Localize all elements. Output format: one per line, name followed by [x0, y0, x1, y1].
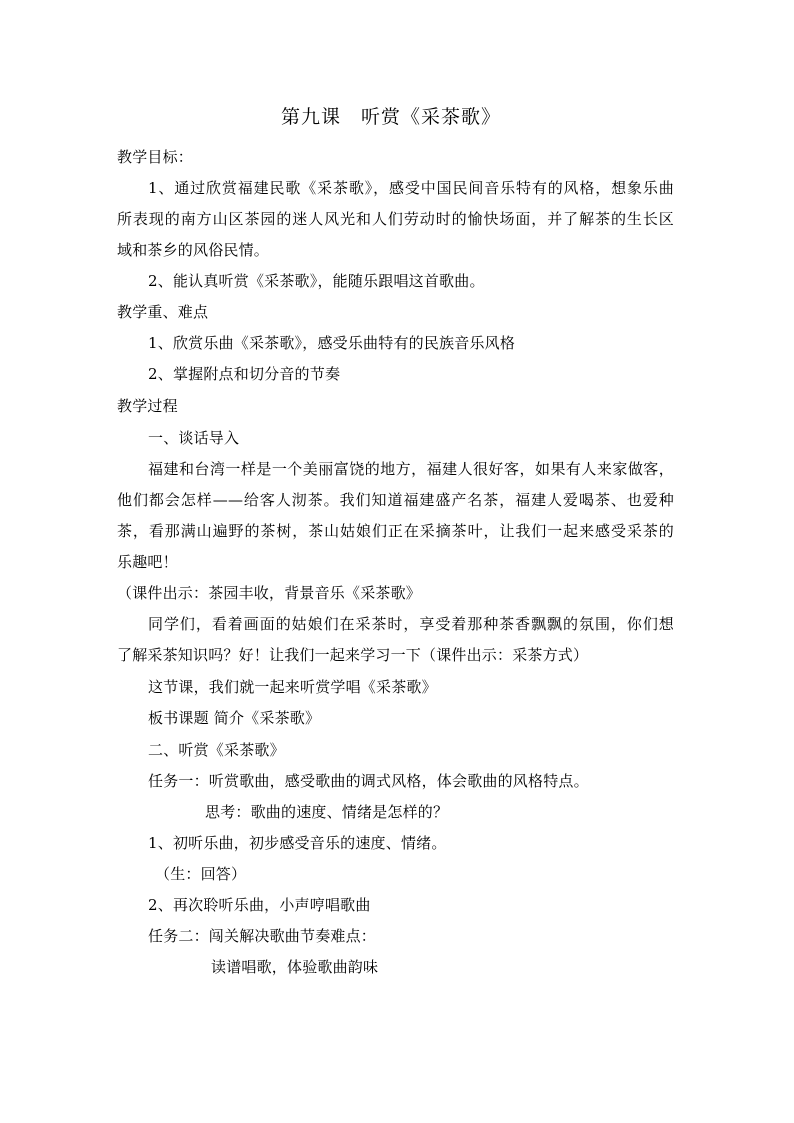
paragraph-line: 所表现的南方山区茶园的迷人风光和人们劳动时的愉快场面，并了解茶的生长区 [117, 210, 674, 228]
paragraph-line: 他们都会怎样——给客人沏茶。我们知道福建盛产名茶，福建人爱喝茶、也爱种 [117, 491, 674, 509]
paragraph-line: 1、初听乐曲，初步感受音乐的速度、情绪。 [148, 834, 447, 852]
section-heading-process: 教学过程 [117, 397, 178, 415]
paragraph-line: （课件出示：茶园丰收，背景音乐《采茶歌》 [117, 584, 422, 602]
page-title: 第九课 听赏《采茶歌》 [281, 106, 502, 128]
paragraph-line: 了解采茶知识吗？好！让我们一起来学习一下（课件出示：采茶方式） [117, 646, 589, 664]
paragraph-line: （生：回答） [155, 865, 247, 883]
paragraph-line: 读谱唱歌，体验歌曲韵味 [211, 958, 379, 976]
paragraph-line: 乐趣吧！ [117, 553, 178, 571]
subsection-heading: 一、谈话导入 [148, 429, 240, 447]
paragraph-line: 任务二：闯关解决歌曲节奏难点： [148, 927, 377, 945]
paragraph-line: 同学们，看着画面的姑娘们在采茶时，享受着那种茶香飘飘的氛围，你们想 [148, 615, 674, 633]
paragraph-line: 2、掌握附点和切分音的节奏 [148, 365, 341, 383]
paragraph-line: 2、能认真听赏《采茶歌》，能随乐跟唱这首歌曲。 [148, 272, 485, 290]
paragraph-line: 2、再次聆听乐曲，小声哼唱歌曲 [148, 896, 371, 914]
subsection-heading: 二、听赏《采茶歌》 [148, 741, 285, 759]
paragraph-line: 福建和台湾一样是一个美丽富饶的地方，福建人很好客，如果有人来家做客， [148, 460, 674, 478]
section-heading-objectives: 教学目标： [117, 148, 194, 166]
paragraph-line: 思考：歌曲的速度、情绪是怎样的？ [205, 803, 449, 821]
paragraph-line: 任务一：听赏歌曲，感受歌曲的调式风格，体会歌曲的风格特点。 [148, 772, 589, 790]
section-heading-key-points: 教学重、难点 [117, 303, 209, 321]
paragraph-line: 这节课，我们就一起来听赏学唱《采茶歌》 [148, 678, 437, 696]
paragraph-line: 1、欣赏乐曲《采茶歌》，感受乐曲特有的民族音乐风格 [148, 334, 516, 352]
paragraph-line: 1、通过欣赏福建民歌《采茶歌》，感受中国民间音乐特有的风格，想象乐曲 [148, 179, 674, 197]
paragraph-line: 板书课题 简介《采茶歌》 [148, 709, 321, 727]
paragraph-line: 茶，看那满山遍野的茶树，茶山姑娘们正在采摘茶叶，让我们一起来感受采茶的 [117, 522, 674, 540]
paragraph-line: 域和茶乡的风俗民情。 [117, 241, 270, 259]
